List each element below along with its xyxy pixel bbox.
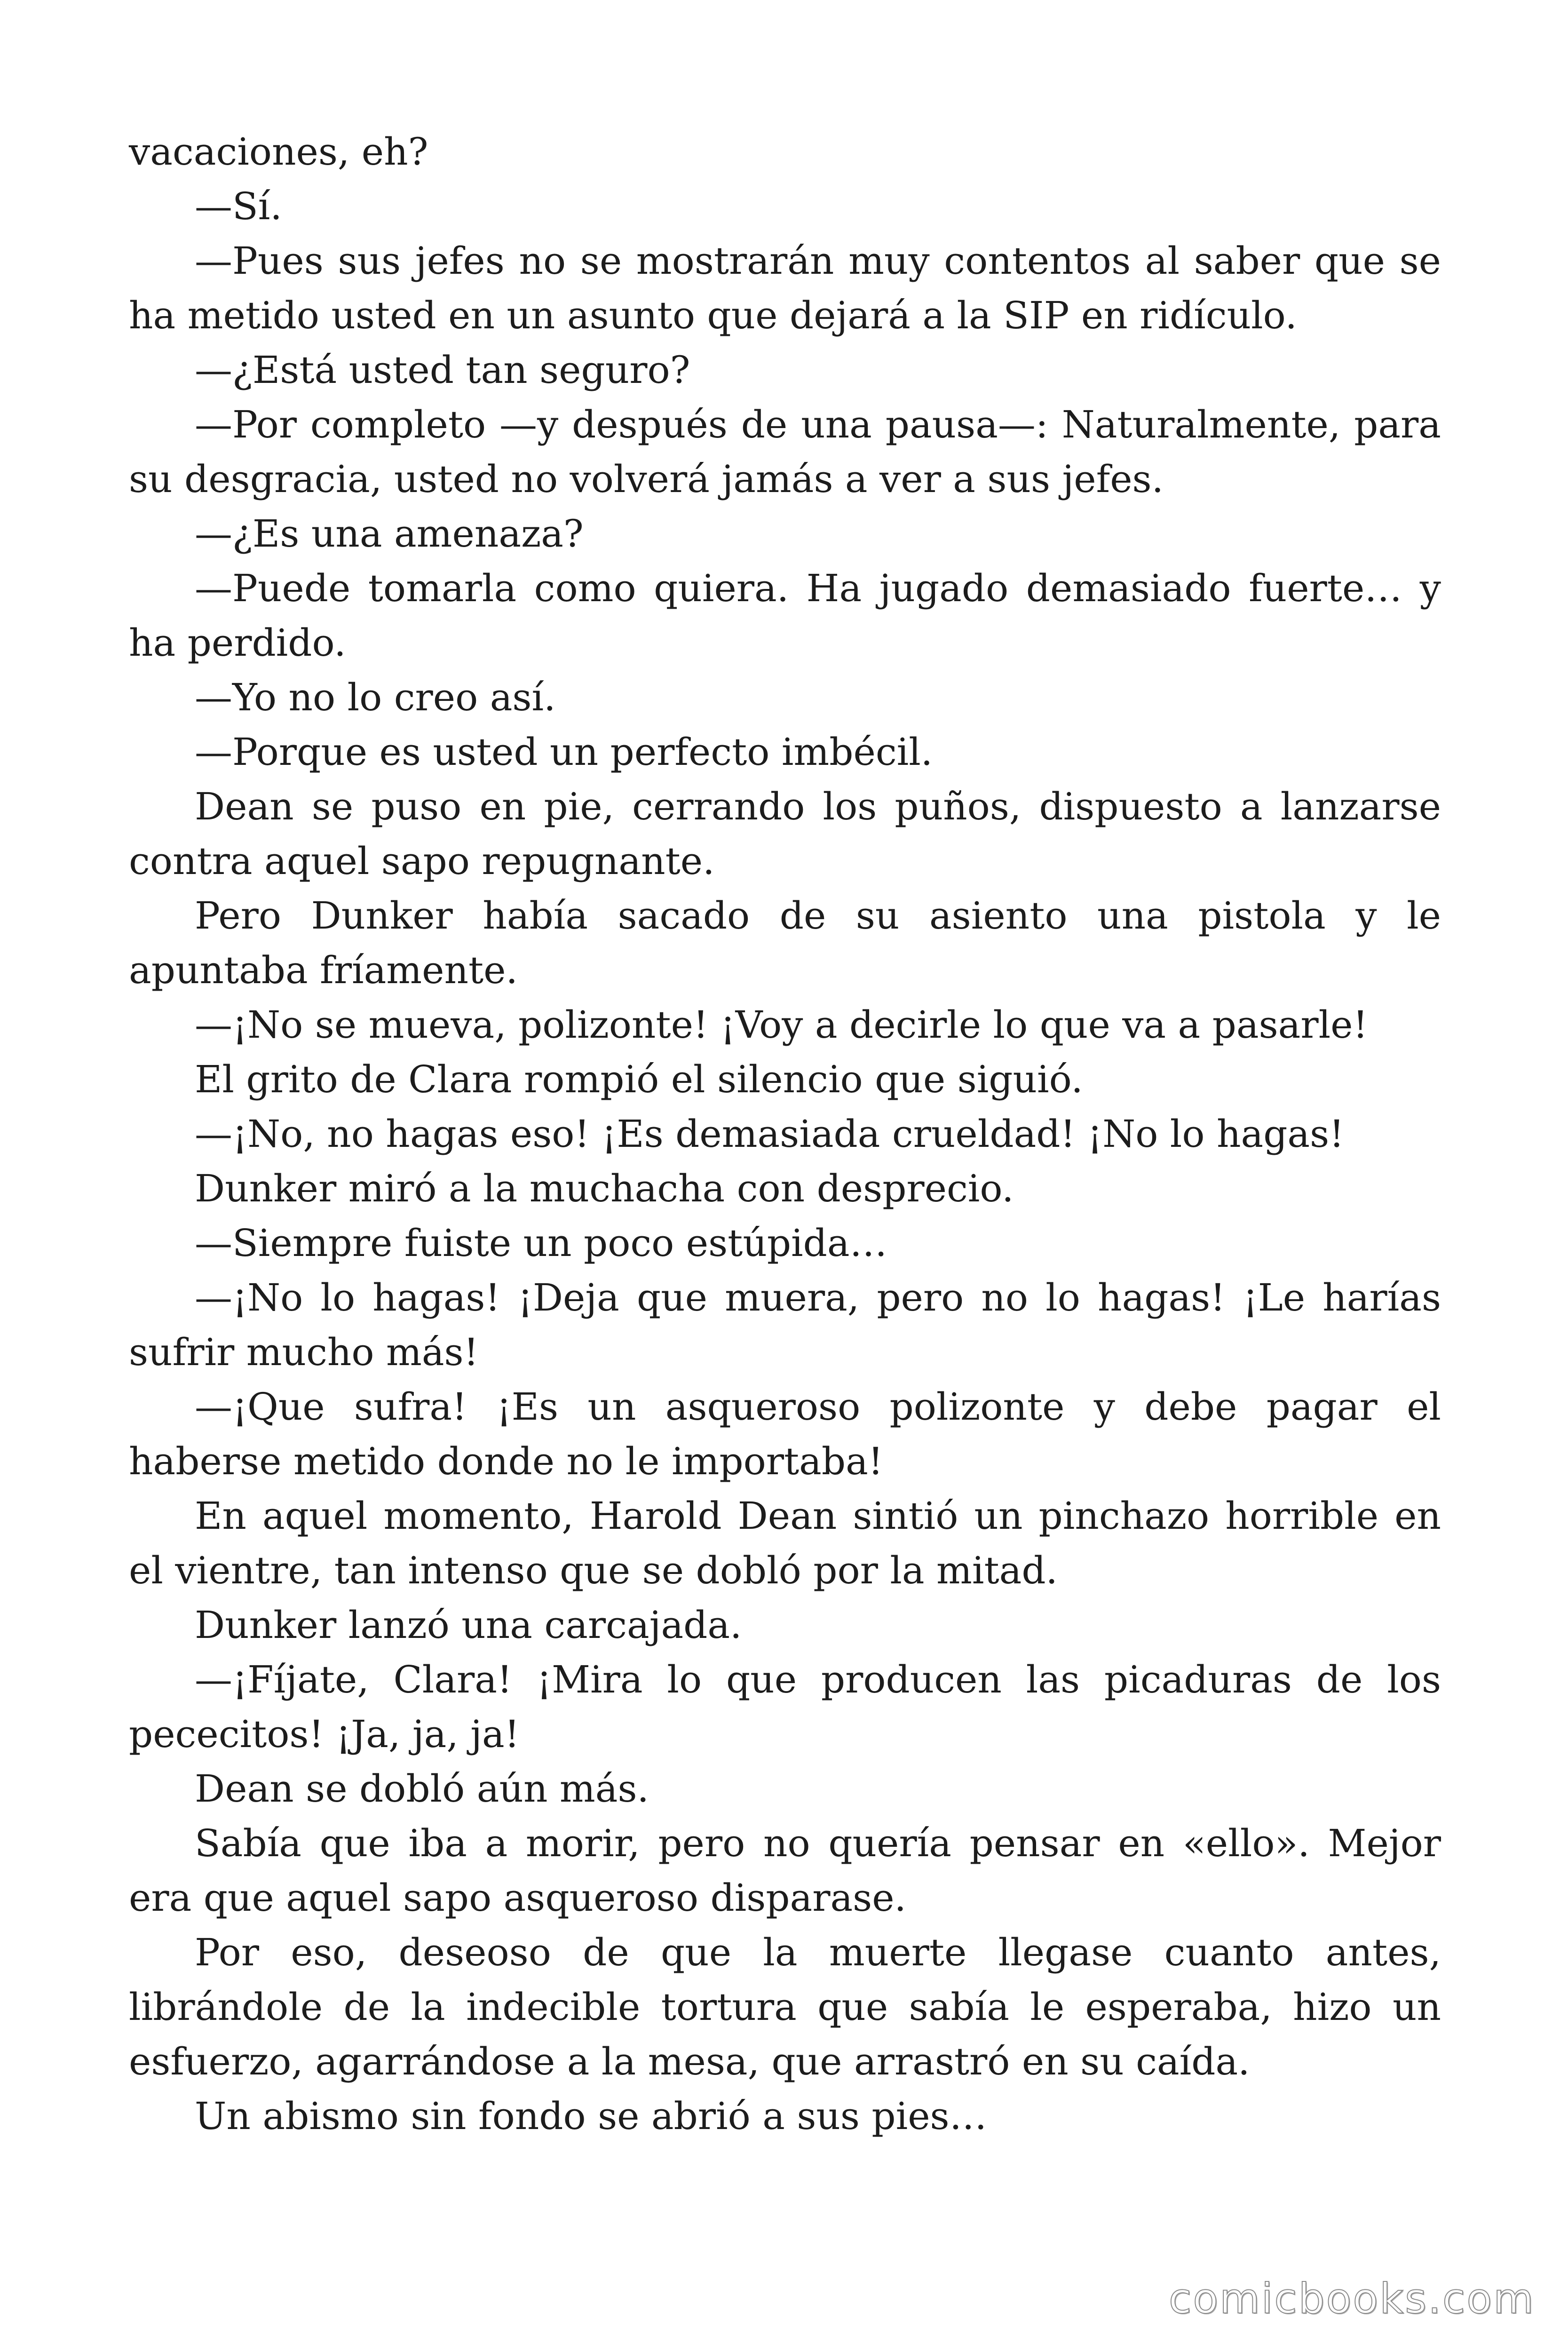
paragraph: —¡No se mueva, polizonte! ¡Voy a decirle lo que va a pasarle! — [195, 1003, 1368, 1047]
paragraph: —Sí. — [195, 184, 282, 228]
paragraph: Por eso, deseoso de que la muerte llegase cuanto antes, librándole de la indecible tortura que sabía le esperaba, hizo un esfuerzo, agarrándose a la mesa, que arrastró en su caída. — [129, 1931, 1441, 2083]
page-body-text — [129, 125, 1441, 2144]
paragraph: —Pues sus jefes no se mostrarán muy contentos al saber que se ha metido usted en un asunto que dejará a la SIP en ridículo. — [129, 239, 1441, 337]
watermark: comicbooks.com — [1168, 2274, 1535, 2323]
paragraph: En aquel momento, Harold Dean sintió un pinchazo horrible en el vientre, tan intenso que se dobló por la mitad. — [129, 1494, 1441, 1592]
paragraph: —Porque es usted un perfecto imbécil. — [195, 730, 933, 774]
paragraph: —Por completo —y después de una pausa—: Naturalmente, para su desgracia, usted no volverá jamás a ver a sus jefes. — [129, 403, 1441, 501]
paragraph: Dunker miró a la muchacha con desprecio. — [195, 1167, 1014, 1210]
paragraph: —Yo no lo creo así. — [195, 675, 556, 719]
paragraph: —¡No lo hagas! ¡Deja que muera, pero no lo hagas! ¡Le harías sufrir mucho más! — [129, 1276, 1441, 1374]
paragraph: —¿Es una amenaza? — [195, 512, 584, 556]
paragraph: —Puede tomarla como quiera. Ha jugado demasiado fuerte… y ha perdido. — [129, 566, 1441, 665]
paragraph: Dunker lanzó una carcajada. — [195, 1603, 742, 1647]
paragraph: vacaciones, eh? — [129, 130, 428, 174]
paragraph: —¡No, no hagas eso! ¡Es demasiada crueldad! ¡No lo hagas! — [195, 1112, 1345, 1156]
paragraph: —¿Está usted tan seguro? — [195, 348, 690, 392]
paragraph: —Siempre fuiste un poco estúpida… — [195, 1221, 887, 1265]
paragraph: Dean se dobló aún más. — [195, 1767, 649, 1811]
paragraph: Dean se puso en pie, cerrando los puños, dispuesto a lanzarse contra aquel sapo repugnante. — [129, 785, 1441, 883]
paragraph: —¡Que sufra! ¡Es un asqueroso polizonte y debe pagar el haberse metido donde no le importaba! — [129, 1385, 1441, 1483]
paragraph: Sabía que iba a morir, pero no quería pensar en «ello». Mejor era que aquel sapo asqueroso disparase. — [129, 1821, 1441, 1920]
paragraph: —¡Fíjate, Clara! ¡Mira lo que producen las picaduras de los pececitos! ¡Ja, ja, ja! — [129, 1658, 1441, 1756]
paragraph: El grito de Clara rompió el silencio que siguió. — [195, 1057, 1083, 1101]
paragraph: Un abismo sin fondo se abrió a sus pies… — [195, 2094, 987, 2138]
paragraph: Pero Dunker había sacado de su asiento una pistola y le apuntaba fríamente. — [129, 894, 1441, 992]
